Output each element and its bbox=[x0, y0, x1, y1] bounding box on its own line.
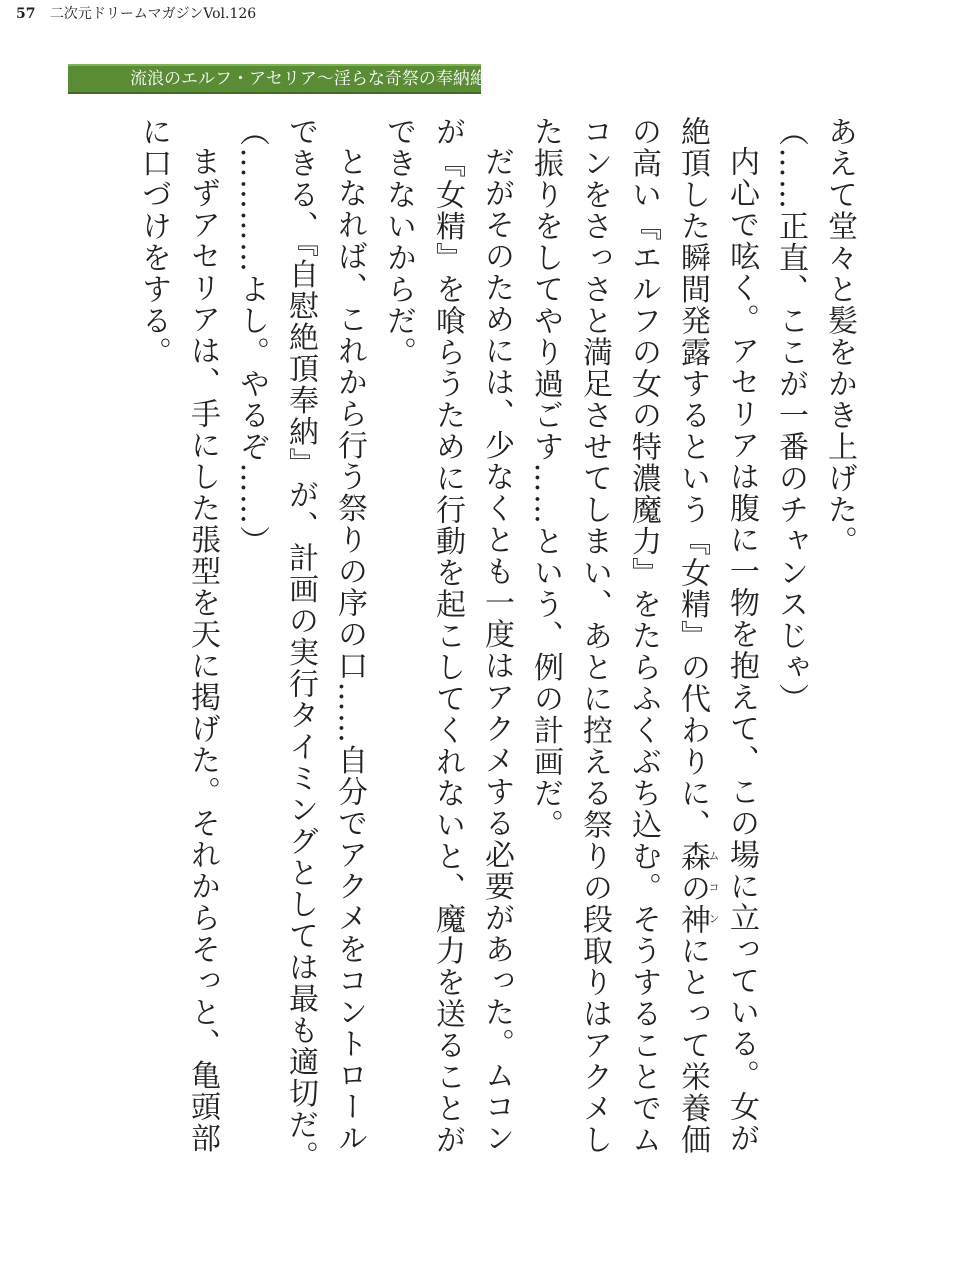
story-title: 流浪のエルフ・アセリア〜淫らな奇祭の奉納絶頂〜 bbox=[130, 69, 521, 89]
paragraph-3-part-a: 内心で呟く。アセリアは腹に一物を抱えて、この場に立っている。女が絶頂した瞬間発露するという『女精』の代わりに、 bbox=[675, 116, 759, 1154]
page-number: 57 bbox=[16, 6, 36, 22]
paragraph-2: （……正直、ここが一番のチャンスじゃ） bbox=[773, 116, 808, 715]
ruby-reading: ムコン bbox=[707, 840, 720, 935]
story-title-banner bbox=[68, 64, 521, 94]
paragraph-4: だがそのためには、少なくとも一度はアクメする必要があった。ムコンが『女精』を喰らうために行動を起こしてくれないと、魔力を送ることができないからだ。 bbox=[381, 116, 514, 1156]
paragraph-3-part-b: にとって栄養価の高い『エルフの女の特濃魔力』をたらふくぶち込む。そうすることでムコンをさっさと満足させてしまい、あとに控える祭りの段取りはアクメした振りをしてやり過ごす……という、例の計画だ。 bbox=[528, 116, 710, 1156]
story-body bbox=[104, 116, 864, 1176]
ruby-mukon bbox=[675, 840, 720, 936]
page-header bbox=[16, 4, 256, 24]
paragraph-5: となれば、これから行う祭りの序の口……自分でアクメをコントロールできる、『自慰絶頂奉納』が、計画の実行タイミングとしては最も適切だ。 bbox=[283, 116, 367, 1172]
paragraph-7: まずアセリアは、手にした張型を天に掲げた。それからそっと、亀頭部に口づけをする。 bbox=[136, 116, 220, 1154]
paragraph-3 bbox=[521, 116, 766, 1176]
paragraph-1: あえて堂々と髪をかき上げた。 bbox=[822, 116, 857, 557]
magazine-title: 二次元ドリームマガジンVol.126 bbox=[49, 6, 257, 22]
ruby-base: 森の神 bbox=[675, 840, 710, 935]
paragraph-6: （…………よし。やるぞ……） bbox=[234, 116, 269, 557]
